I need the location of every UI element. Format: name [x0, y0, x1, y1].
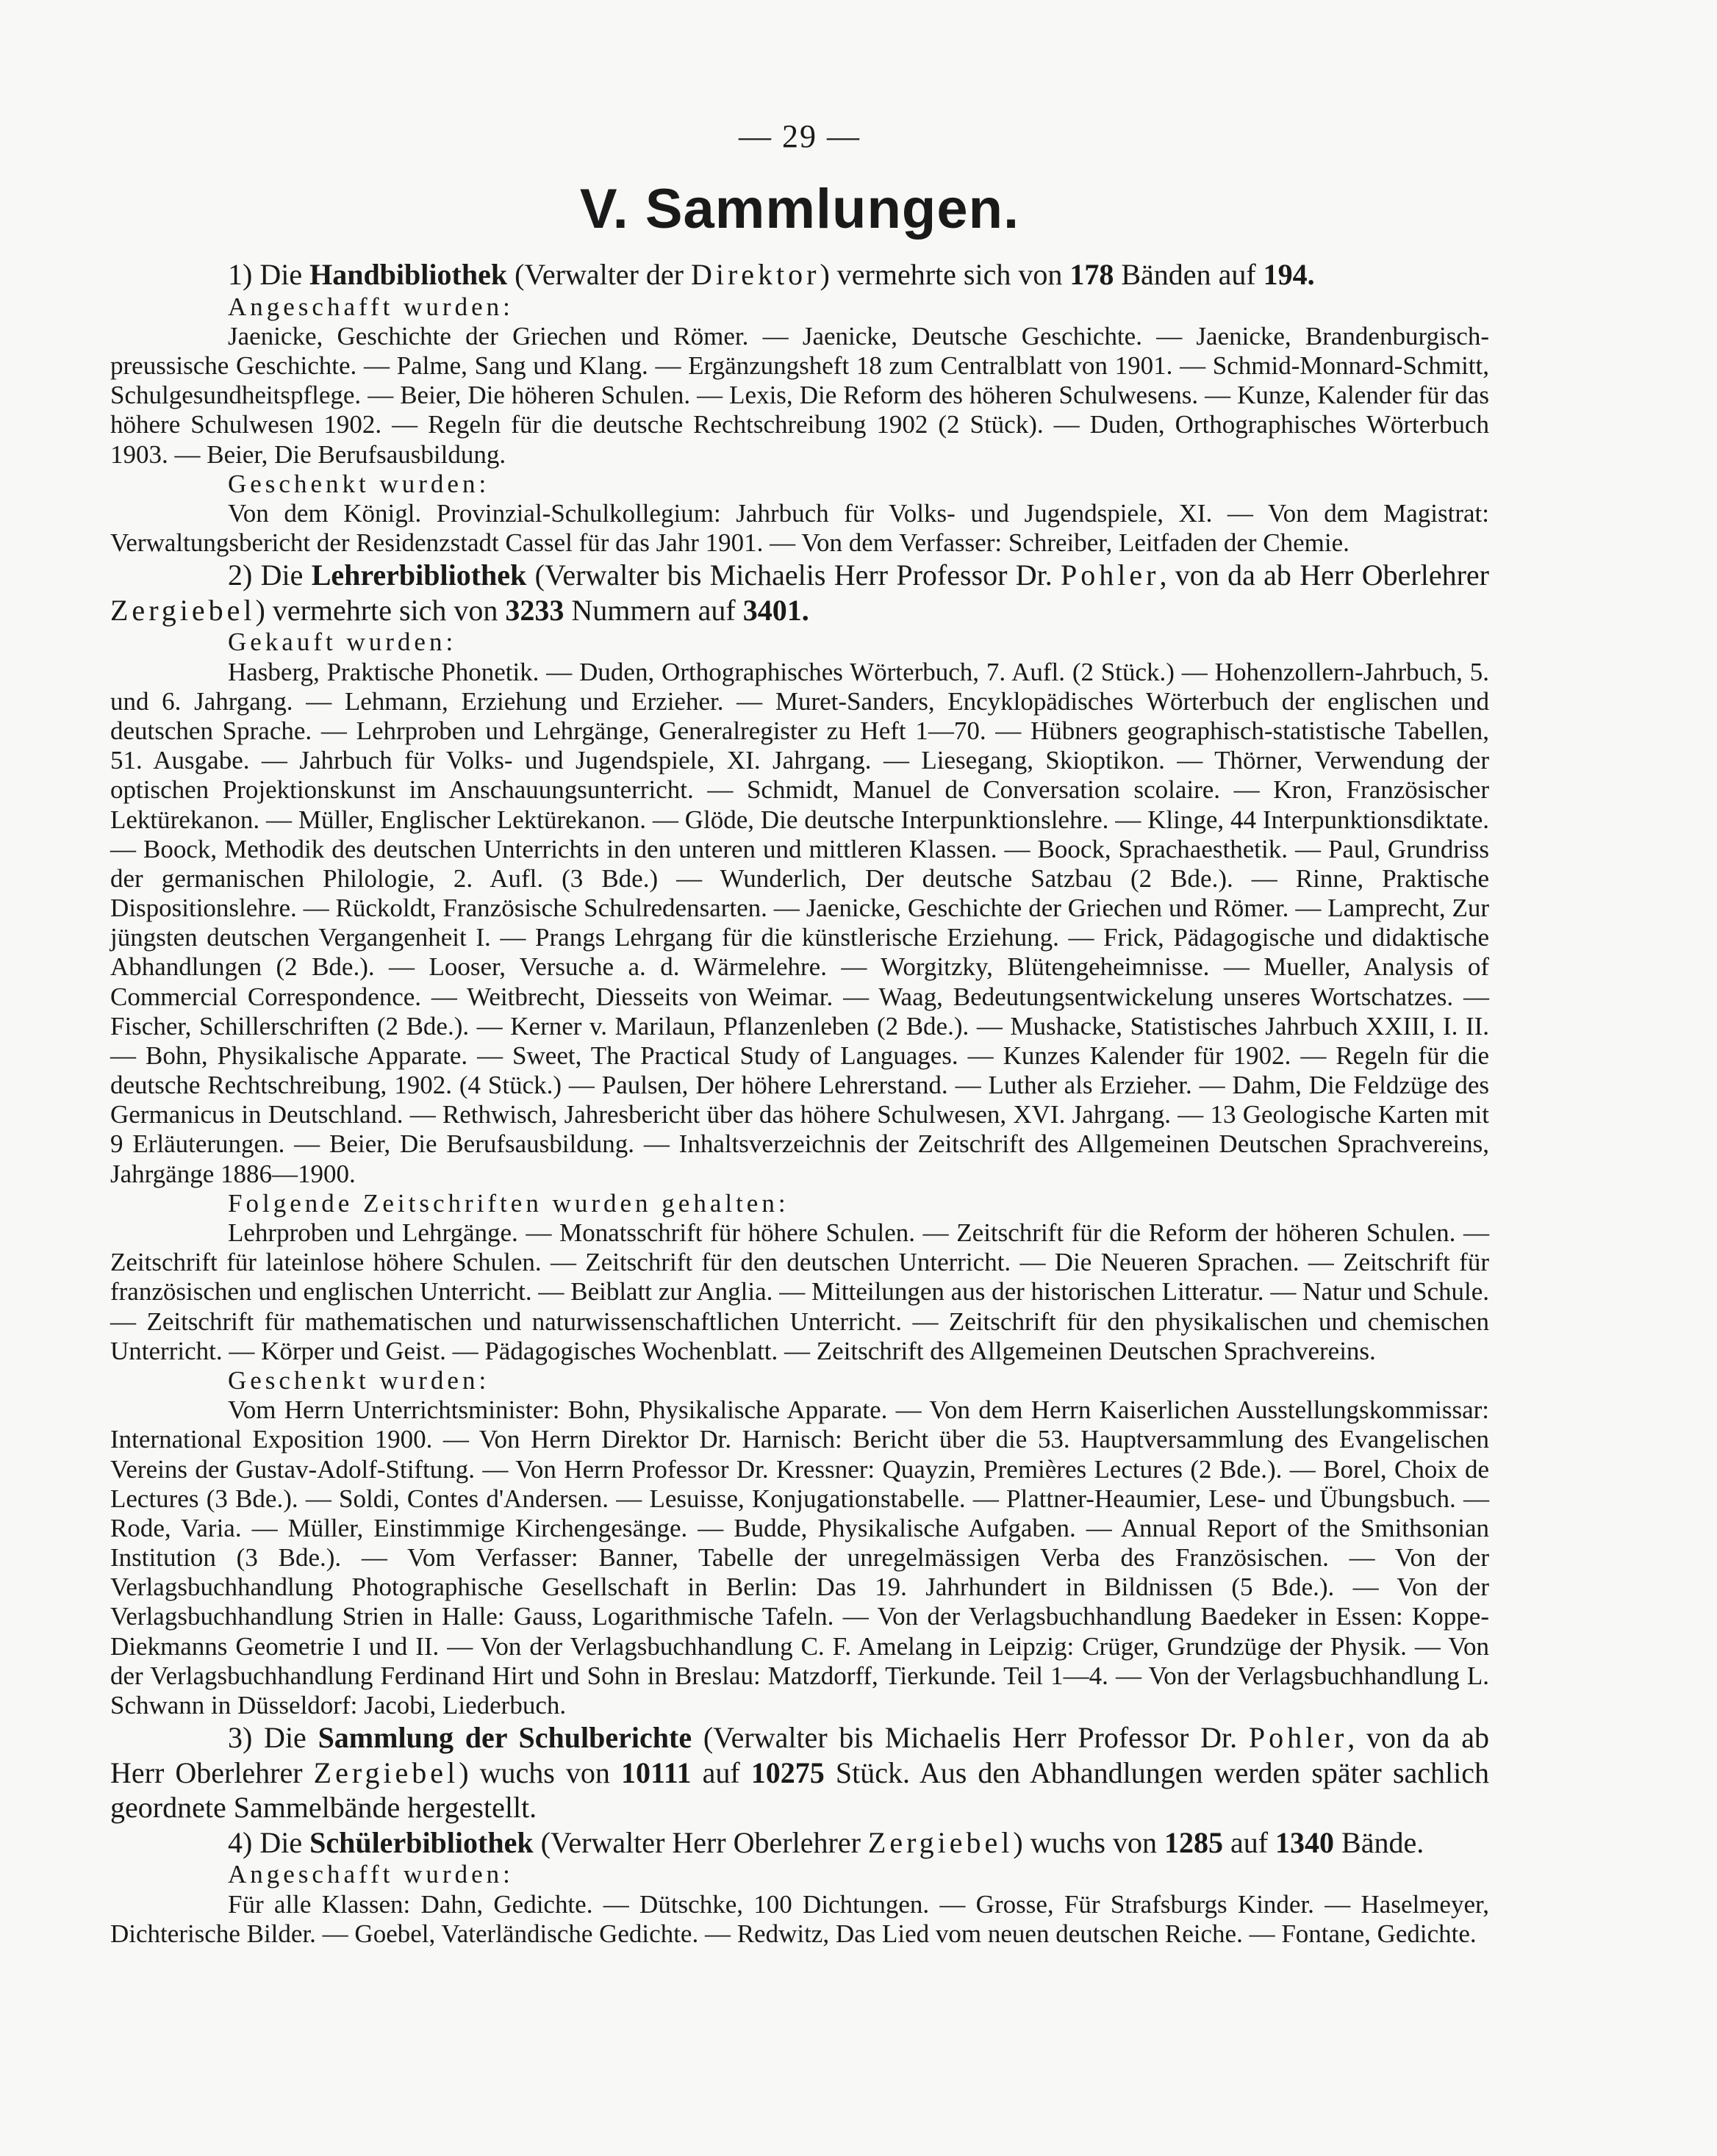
- text-paragraph: Hasberg, Praktische Phonetik. — Duden, Orthographisches Wörterbuch, 7. Aufl. (2 Stück.) — Hohenzollern-Jahrbuch, 5. und 6. Jahrgang. — Lehmann, Erziehung und Erzieher. — Muret-Sanders, Encyklopädisches Wörterbuch der englischen und deutschen Sprache. — Lehrproben und Lehrgänge, Generalregister zu Heft 1—70. — Hübners geographisch-statistische Tabellen, 51. Ausgabe. — Jahrbuch für Volks- und Jugendspiele, XI. Jahrgang. — Liesegang, Skioptikon. — Thörner, Verwendung der optischen Projektionskunst im Anschauungsunterricht. — Schmidt, Manuel de Conversation scolaire. — Kron, Französischer Lektürekanon. — Müller, Englischer Lektürekanon. — Glöde, Die deutsche Interpunktionslehre. — Klinge, 44 Interpunktionsdiktate. — Boock, Methodik des deutschen Unterrichts in den unteren und mittleren Klassen. — Boock, Sprachaesthetik. — Paul, Grundriss der germanischen Philologie, 2. Aufl. (3 Bde.) — Wunderlich, Der deutsche Satzbau (2 Bde.). — Rinne, Praktische Dispositionslehre. — Rückoldt, Französische Schulredensarten. — Jaenicke, Geschichte der Griechen und Römer. — Lamprecht, Zur jüngsten deutschen Vergangenheit I. — Prangs Lehrgang für die künstlerische Erziehung. — Frick, Pädagogische und didaktische Abhandlungen (2 Bde.). — Looser, Versuche a. d. Wärmelehre. — Worgitzky, Blütengeheimnisse. — Mueller, Analysis of Commercial Correspondence. — Weitbrecht, Diesseits von Weimar. — Waag, Bedeutungsentwickelung unseres Wortschatzes. — Fischer, Schillerschriften (2 Bde.). — Kerner v. Marilaun, Pflanzenleben (2 Bde.). — Mushacke, Statistisches Jahrbuch XXIII, I. II. — Bohn, Physikalische Apparate. — Sweet, The Practical Study of Languages. — Kunzes Kalender für 1902. — Regeln für die deutsche Rechtschreibung, 1902. (4 Stück.) — Paulsen, Der höhere Lehrerstand. — Luther als Erzieher. — Dahm, Die Feldzüge des Germanicus in Deutschland. — Rethwisch, Jahresbericht über das höhere Schulwesen, XVI. Jahrgang. — 13 Geologische Karten mit 9 Erläuterungen. — Beier, Die Berufsausbildung. — Inhaltsverzeichnis der Zeitschrift des Allgemeinen Deutschen Sprachvereins, Jahrgänge 1886—1900.: [110, 657, 1489, 1188]
- heading-middle: (Verwalter bis Michaelis Herr Professor Dr.: [692, 1721, 1249, 1755]
- heading-middle-2: auf: [691, 1756, 751, 1789]
- text-paragraph: Vom Herrn Unterrichtsminister: Bohn, Physikalische Apparate. — Von dem Herrn Kaiserlichen Ausstellungskommissar: International Exposition 1900. — Von Herrn Direktor Dr. Harnisch: Bericht über die 53. Hauptversammlung des Evangelischen Vereins der Gustav-Adolf-Stiftung. — Von Herrn Professor Dr. Kressner: Quayzin, Premières Lectures (2 Bde.). — Borel, Choix de Lectures (3 Bde.). — Soldi, Contes d'Andersen. — Lesuisse, Konjugationstabelle. — Plattner-Heaumier, Lese- und Übungsbuch. — Rode, Varia. — Müller, Einstimmige Kirchengesänge. — Budde, Physikalische Aufgaben. — Annual Report of the Smithsonian Institution (3 Bde.). — Vom Verfasser: Banner, Tabelle der unregelmässigen Verba des Französischen. — Von der Verlagsbuchhandlung Photographische Gesellschaft in Berlin: Das 19. Jahrhundert in Bildnissen (5 Bde.). — Von der Verlagsbuchhandlung Strien in Halle: Gauss, Logarithmische Tafeln. — Von der Verlagsbuchhandlung Baedeker in Essen: Koppe-Diekmanns Geometrie I und II. — Von der Verlagsbuchhandlung C. F. Amelang in Leipzig: Crüger, Grundzüge der Physik. — Von der Verlagsbuchhandlung Ferdinand Hirt und Sohn in Breslau: Matzdorff, Tierkunde. Teil 1—4. — Von der Verlagsbuchhandlung L. Schwann in Düsseldorf: Jacobi, Liederbuch.: [110, 1395, 1489, 1720]
- text-paragraph: Von dem Königl. Provinzial-Schulkollegium: Jahrbuch für Volks- und Jugendspiele, XI. — Von dem Magistrat: Verwaltungsbericht der Residenzstadt Cassel für das Jahr 1901. — Von dem Verfasser: Schreiber, Leitfaden der Chemie.: [110, 498, 1489, 558]
- subheading: Folgende Zeitschriften wurden gehalten:: [228, 1188, 789, 1218]
- section-3: [110, 1720, 1489, 1825]
- heading-middle: (Verwalter Herr Oberlehrer: [533, 1825, 868, 1859]
- heading-suffix: , von da ab Herr Oberlehrer: [1159, 558, 1490, 592]
- heading-tail: Bände.: [1334, 1825, 1424, 1859]
- section-heading: [110, 1825, 1489, 1861]
- heading-suffix: , von da ab Herr Oberlehrer: [110, 1721, 1489, 1789]
- subheading: Geschenkt wurden:: [228, 469, 490, 498]
- heading-person: Direktor: [690, 258, 820, 291]
- page-number: — 29 —: [739, 118, 861, 154]
- subheading: Angeschafft wurden:: [228, 1860, 514, 1889]
- heading-count-from: 10111: [620, 1756, 692, 1789]
- heading-middle-2: auf: [1222, 1825, 1276, 1859]
- heading-person-2: Zergiebel: [110, 593, 256, 627]
- heading-middle-2: Nummern auf: [564, 593, 743, 627]
- heading-title: Sammlung der Schulberichte: [318, 1721, 692, 1755]
- text-paragraph: Jaenicke, Geschichte der Griechen und Römer. — Jaenicke, Deutsche Geschichte. — Jaenicke, Brandenburgisch-preussische Geschichte. — Palme, Sang und Klang. — Ergänzungsheft 18 zum Centralblatt von 1901. — Schmid-Monnard-Schmitt, Schulgesundheitspflege. — Beier, Die höheren Schulen. — Lexis, Die Reform des höheren Schulwesens. — Kunze, Kalender für das höhere Schulwesen 1902. — Regeln für die deutsche Rechtschreibung 1902 (2 Stück). — Duden, Orthographisches Wörterbuch 1903. — Beier, Die Berufsausbildung.: [110, 321, 1489, 469]
- heading-count-to: 3401.: [742, 593, 809, 627]
- heading-person-2: Zergiebel: [313, 1756, 459, 1789]
- section-4: [110, 1825, 1489, 1949]
- heading-prefix: 2) Die: [228, 558, 312, 592]
- section-1: [110, 257, 1489, 558]
- heading-count-from: 3233: [505, 593, 564, 627]
- section-heading: [110, 1720, 1489, 1825]
- heading-suffix: ) wuchs von: [1013, 1825, 1164, 1859]
- heading-suffix-2: ) wuchs von: [459, 1756, 621, 1789]
- heading-count-from: 178: [1069, 258, 1114, 291]
- heading-count-to: 194.: [1263, 258, 1315, 291]
- subheading: Geschenkt wurden:: [228, 1365, 490, 1395]
- subheading: Angeschafft wurden:: [228, 292, 514, 321]
- section-2: [110, 558, 1489, 1720]
- heading-middle: (Verwalter bis Michaelis Herr Professor Dr.: [526, 558, 1061, 592]
- text-paragraph: Für alle Klassen: Dahn, Gedichte. — Dütschke, 100 Dichtungen. — Grosse, Für Strafsburgs Kinder. — Haselmeyer, Dichterische Bilder. — Goebel, Vaterländische Gedichte. — Redwitz, Das Lied vom neuen deutschen Reiche. — Fontane, Gedichte.: [110, 1889, 1489, 1948]
- heading-count-to: 1340: [1275, 1825, 1335, 1859]
- sections-container: [110, 257, 1489, 1949]
- heading-suffix-2: ) vermehrte sich von: [255, 593, 506, 627]
- heading-tail: Stück. Aus den Abhandlungen werden später sachlich geordnete Sammelbände hergestellt.: [110, 1756, 1489, 1825]
- heading-person: Pohler: [1061, 558, 1160, 592]
- heading-middle: (Verwalter der: [507, 258, 691, 291]
- heading-prefix: 4) Die: [228, 1825, 310, 1859]
- text-paragraph: Lehrproben und Lehrgänge. — Monatsschrift für höhere Schulen. — Zeitschrift für die Reform der höheren Schulen. — Zeitschrift für lateinlose höhere Schulen. — Zeitschrift für den deutschen Unterricht. — Die Neueren Sprachen. — Zeitschrift für französischen und englischen Unterricht. — Beiblatt zur Anglia. — Mitteilungen aus der historischen Litteratur. — Natur und Schule. — Zeitschrift für mathematischen und naturwissenschaftlichen Unterricht. — Zeitschrift für den physikalischen und chemischen Unterricht. — Körper und Geist. — Pädagogisches Wochenblatt. — Zeitschrift des Allgemeinen Deutschen Sprachvereins.: [110, 1218, 1489, 1365]
- heading-title: Handbibliothek: [309, 258, 508, 291]
- section-heading: [110, 257, 1489, 292]
- heading-title: Schülerbibliothek: [309, 1825, 534, 1859]
- heading-count-from: 1285: [1164, 1825, 1223, 1859]
- chapter-title: V. Sammlungen.: [579, 178, 1020, 240]
- heading-suffix: ) vermehrte sich von: [820, 258, 1070, 291]
- section-heading: [110, 558, 1489, 628]
- heading-person: Pohler: [1248, 1721, 1348, 1755]
- heading-prefix: 3) Die: [228, 1721, 318, 1755]
- heading-title: Lehrerbibliothek: [311, 558, 527, 592]
- heading-middle-2: Bänden auf: [1114, 258, 1263, 291]
- heading-count-to: 10275: [750, 1756, 825, 1789]
- heading-person: Zergiebel: [867, 1825, 1014, 1859]
- heading-prefix: 1) Die: [228, 258, 310, 291]
- subheading: Gekauft wurden:: [228, 628, 457, 657]
